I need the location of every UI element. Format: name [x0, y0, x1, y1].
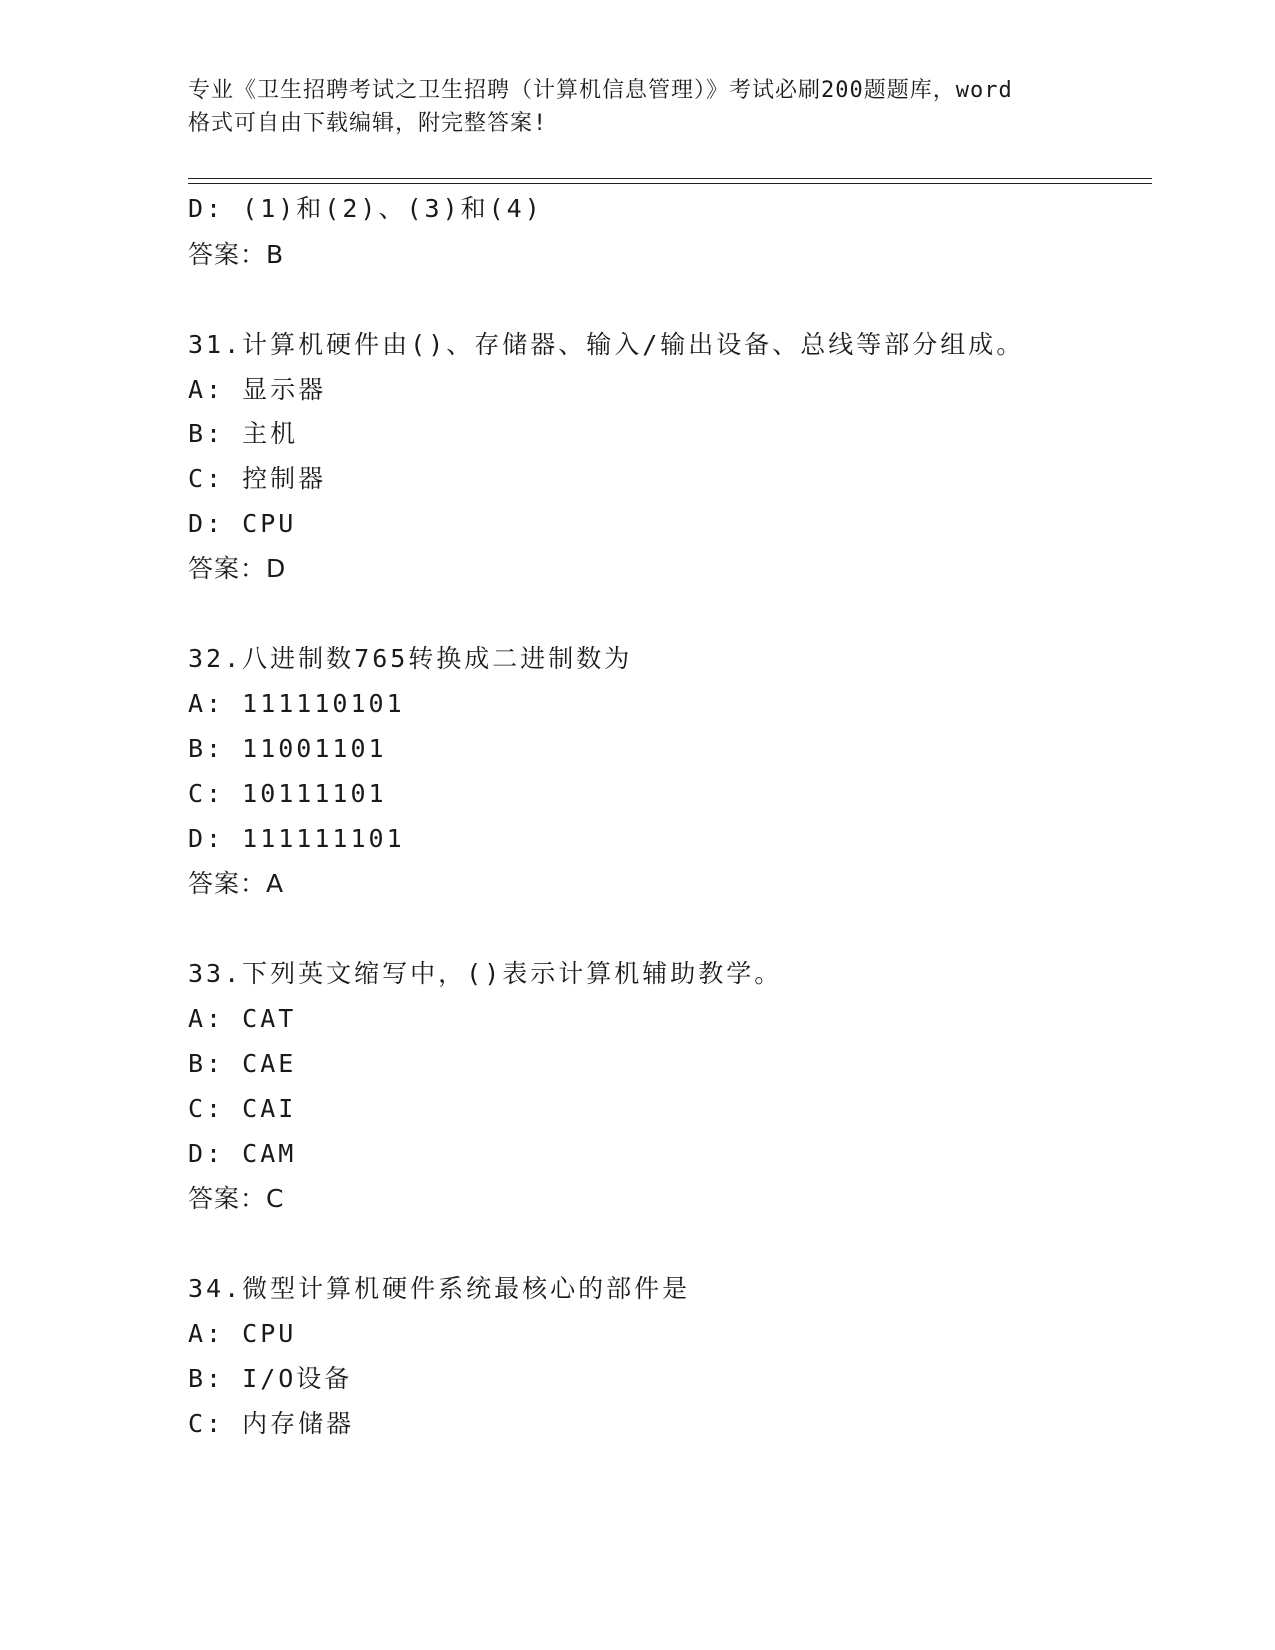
- option-d: D: 111111101: [188, 824, 405, 853]
- question-stem: 33.下列英文缩写中，()表示计算机辅助教学。: [188, 959, 783, 988]
- option-b: B: 11001101: [188, 734, 387, 763]
- option-b: B: I/O设备: [188, 1364, 353, 1393]
- header-divider-top: [188, 178, 1152, 179]
- answer: 答案：D: [188, 554, 287, 583]
- option-c: C: 内存储器: [188, 1409, 355, 1438]
- option-a: A: CPU: [188, 1319, 297, 1348]
- answer: 答案：C: [188, 1184, 285, 1213]
- answer: 答案：B: [188, 240, 285, 269]
- option-c: C: CAI: [188, 1094, 297, 1123]
- option-a: A: 111110101: [188, 689, 405, 718]
- option-c: C: 控制器: [188, 464, 327, 493]
- option-d: D: CAM: [188, 1139, 297, 1168]
- question-stem: 31.计算机硬件由()、存储器、输入/输出设备、总线等部分组成。: [188, 330, 1025, 359]
- question-stem: 34.微型计算机硬件系统最核心的部件是: [188, 1274, 691, 1303]
- question-stem: 32.八进制数765转换成二进制数为: [188, 644, 633, 673]
- document-header: [188, 74, 1088, 140]
- option-d: D: (1)和(2)、(3)和(4): [188, 194, 543, 223]
- option-d: D: CPU: [188, 509, 297, 538]
- option-b: B: 主机: [188, 419, 299, 448]
- option-a: A: 显示器: [188, 375, 327, 404]
- option-a: A: CAT: [188, 1004, 297, 1033]
- option-b: B: CAE: [188, 1049, 297, 1078]
- option-c: C: 10111101: [188, 779, 387, 808]
- header-divider-bottom: [188, 183, 1152, 184]
- header-line-1: 专业《卫生招聘考试之卫生招聘（计算机信息管理）》考试必刷200题题库，word: [188, 78, 1013, 103]
- answer: 答案：A: [188, 869, 285, 898]
- header-line-2: 格式可自由下载编辑，附完整答案!: [188, 111, 548, 136]
